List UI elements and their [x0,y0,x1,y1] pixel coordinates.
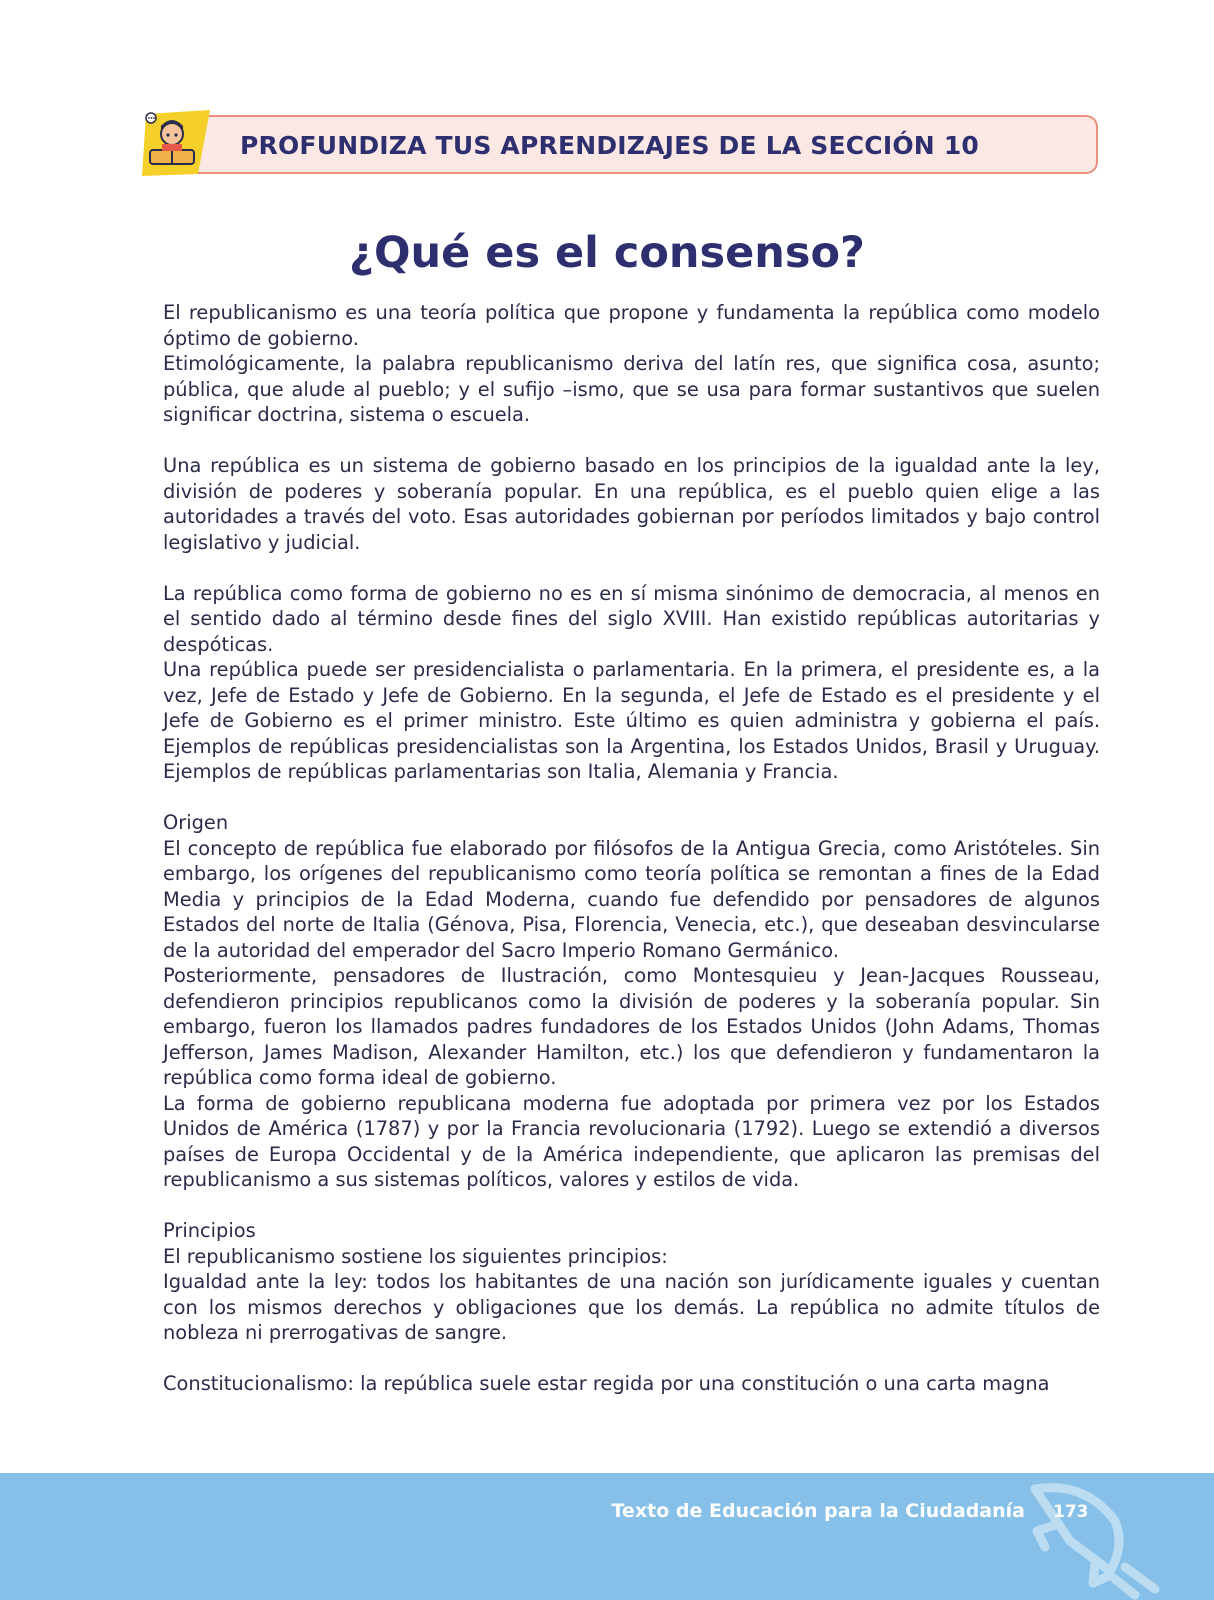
paragraph-gap [163,1193,1100,1219]
paragraph: Principios [163,1219,256,1242]
paragraph-gap [163,555,1100,581]
paragraph: Posteriormente, pensadores de Ilustración, como Montesquieu y Jean-Jacques Rousseau, defendieron principios republicanos como la división de poderes y la soberanía popular. Sin embargo, fueron los llamados padres fundadores de los Estados Unidos (John Adams, Thomas Jefferson, James Madison, Alexander Hamilton, etc.) los que defendieron y fundamentaron la república como forma ideal de gobierno. [163,964,1100,1089]
paragraph: Igualdad ante la ley: todos los habitantes de una nación son jurídicamente iguales y cuentan con los mismos derechos y obligaciones que los demás. La república no admite títulos de nobleza ni prerrogativas de sangre. [163,1270,1100,1344]
rocket-icon [1015,1473,1165,1600]
footer-band [0,1473,1214,1600]
paragraph: El concepto de república fue elaborado por filósofos de la Antigua Grecia, como Aristóteles. Sin embargo, los orígenes del republicanismo como teoría política se remontan a fines de la Edad Media y principios de la Edad Moderna, cuando fue defendido por pensadores de algunos Estados del norte de Italia (Génova, Pisa, Florencia, Venecia, etc.), que deseaban desvincularse de la autoridad del emperador del Sacro Imperio Romano Germánico. [163,836,1100,962]
paragraph: Una república es un sistema de gobierno basado en los principios de la igualdad ante la ley, división de poderes y soberanía popular. En una república, es el pueblo quien elige a las autoridades a través del voto. Esas autoridades gobiernan por períodos limitados y bajo control legislativo y judicial. [163,454,1100,554]
paragraph: El republicanismo es una teoría política que propone y fundamenta la república como modelo óptimo de gobierno. [163,301,1100,350]
paragraph: La república como forma de gobierno no es en sí misma sinónimo de democracia, al menos en el sentido dado al término desde fines del siglo XVIII. Han existido repúblicas autoritarias y despóticas. [163,581,1100,656]
paragraph-gap [163,428,1100,454]
section-banner-box [160,115,1098,174]
section-banner [140,115,1098,174]
section-banner-title: PROFUNDIZA TUS APRENDIZAJES DE LA SECCIÓN 10 [240,131,980,160]
paragraph: El republicanismo sostiene los siguientes principios: [163,1244,668,1268]
paragraph: La forma de gobierno republicana moderna fue adoptada por primera vez por los Estados Unidos de América (1787) y por la Francia revolucionaria (1792). Luego se extendió a diversos países de Europa Occidental y de la América independiente, que aplicaron las premisas del republicanismo a sus sistemas políticos, valores y estilos de vida. [163,1091,1100,1191]
page-number: 173 [1053,1502,1089,1522]
paragraph-gap [163,1346,1100,1372]
paragraph: Origen [163,811,229,834]
paragraph: Constitucionalismo: la república suele estar regida por una constitución o una carta magna [163,1372,1050,1395]
reader-icon [140,110,216,180]
paragraph: Etimológicamente, la palabra republicanismo deriva del latín res, que significa cosa, asunto; pública, que alude al pueblo; y el sufijo –ismo, que se usa para formar sustantivos que suelen significar doctrina, sistema o escuela. [163,352,1100,426]
paragraph-gap [163,785,1100,811]
page-title: ¿Qué es el consenso? [349,228,865,278]
body-text [163,300,1100,1397]
footer-book-title: Texto de Educación para la Ciudadanía [611,1500,1025,1522]
paragraph: Una república puede ser presidencialista o parlamentaria. En la primera, el presidente es, a la vez, Jefe de Estado y Jefe de Gobierno. En la segunda, el Jefe de Estado es el presidente y el Jefe de Gobierno es el primer ministro. Este último es quien administra y gobierna el país. Ejemplos de repúblicas presidencialistas son la Argentina, los Estados Unidos, Brasil y Uruguay. Ejemplos de repúblicas parlamentarias son Italia, Alemania y Francia. [163,658,1100,783]
